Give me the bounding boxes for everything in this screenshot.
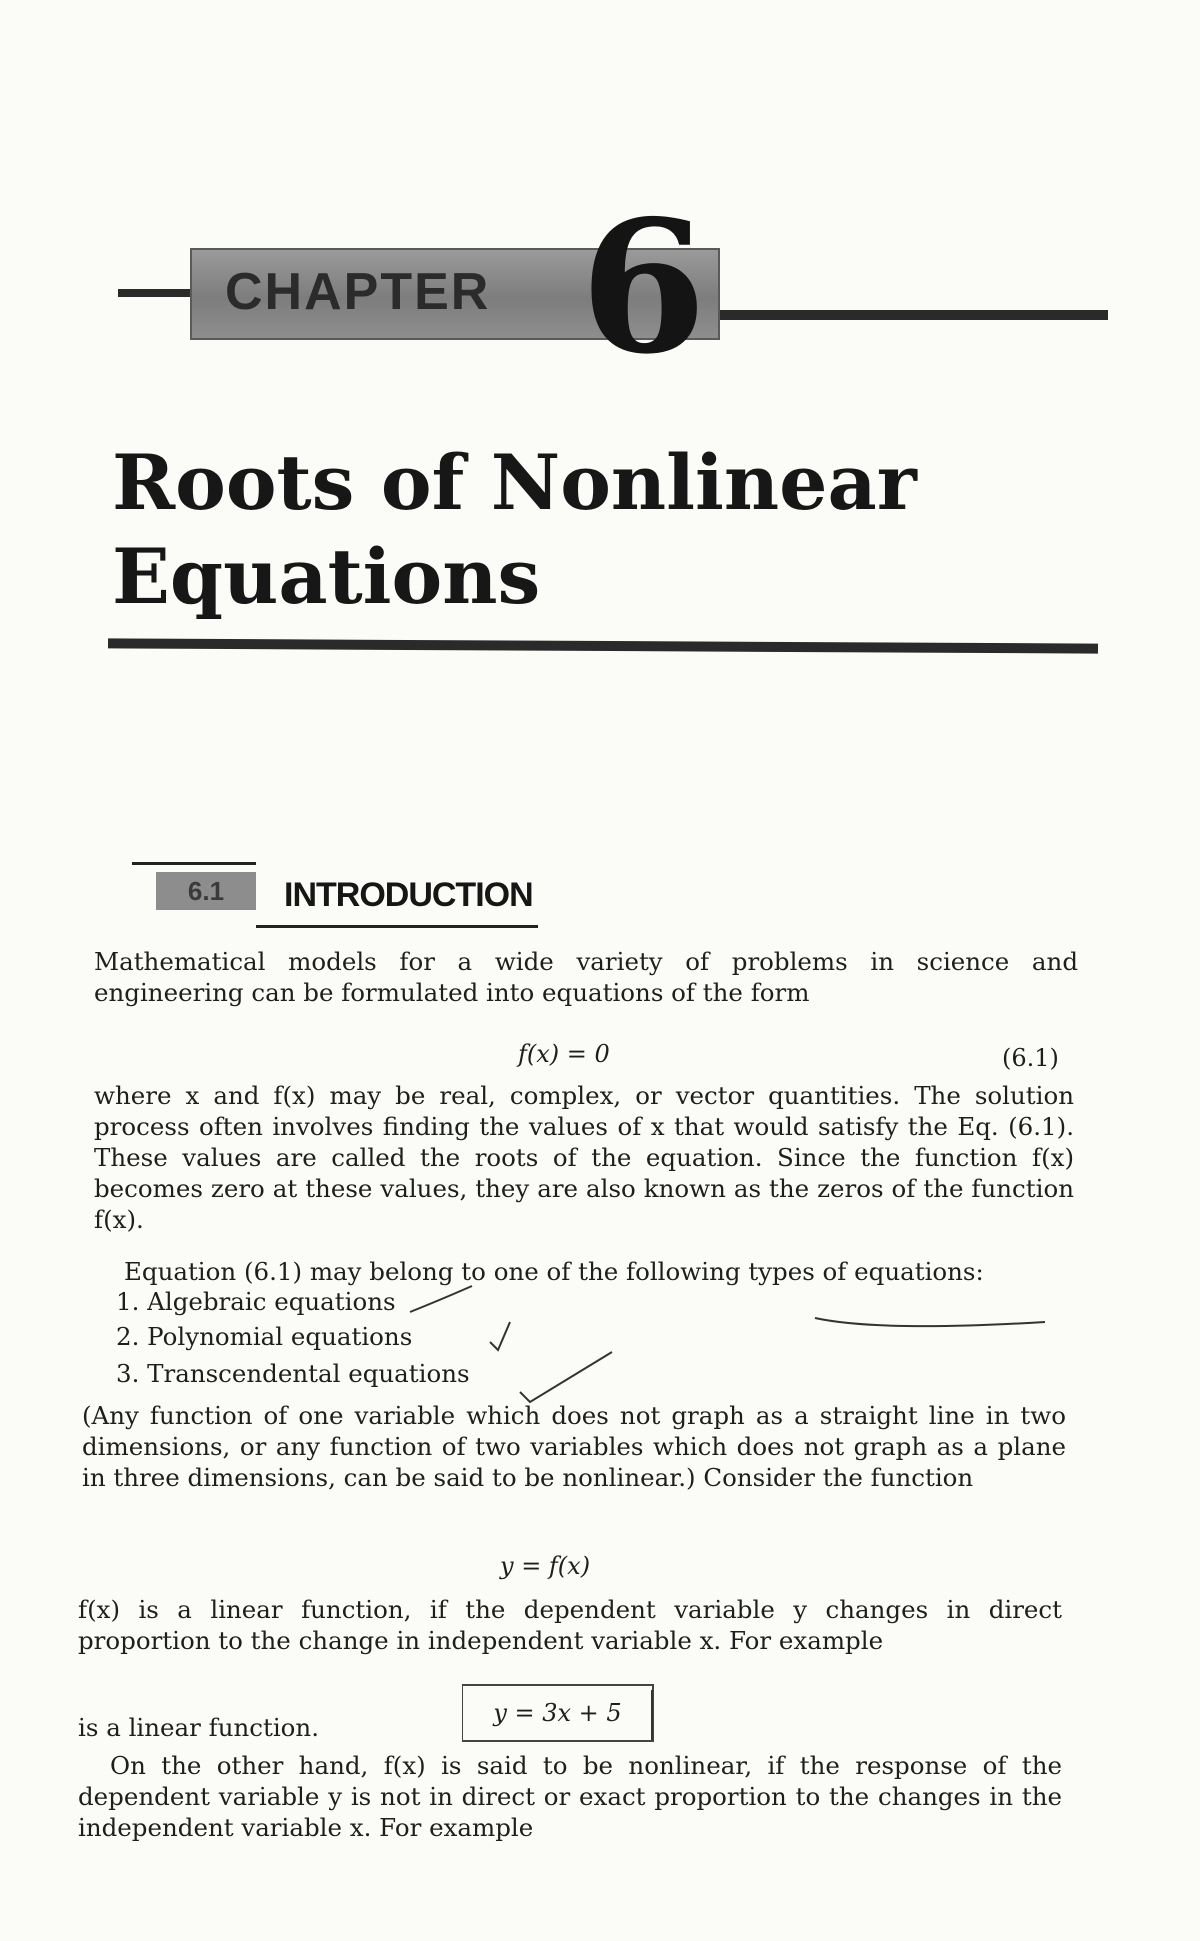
list-item: 1. Algebraic equations [116,1287,396,1316]
section-number: 6.1 [156,872,256,910]
paragraph-2: where x and f(x) may be real, complex, or vector quantities. The solution process often involves finding the values of x that would satisfy the Eq. (6.1). These values are called the roots of the equation. Since the function f(x) becomes zero at these values, they are also known as the zeros of the function f(x). [94,1081,1074,1234]
paragraph-7: On the other hand, f(x) is said to be nonlinear, if the response of the dependent variable y is not in direct or exact proportion to the changes in the independent variable x. For example [78,1751,1062,1842]
pen-stroke [410,1286,472,1312]
chapter-title-line-2: Equations [112,532,541,621]
paragraph-4: (Any function of one variable which does not graph as a straight line in two dimensions, or any function of two variables which does not graph as a plane in three dimensions, can be said to be nonlinear.) Consider the function [82,1401,1066,1492]
list-item: 3. Transcendental equations [116,1359,470,1388]
paragraph-1: Mathematical models for a wide variety of problems in science and engineering can be formulated into equations of the form [94,947,1078,1007]
chapter-title-line-1: Roots of Nonlinear [112,438,917,527]
list-item: 2. Polynomial equations [116,1322,413,1351]
example-equation-box: y = 3x + 5 [462,1684,654,1742]
section-title: INTRODUCTION [284,876,533,914]
check-mark-icon [490,1322,510,1350]
check-mark-icon [520,1352,612,1402]
paragraph-3: Equation (6.1) may belong to one of the following types of equations: [124,1257,984,1286]
chapter-label: CHAPTER [225,263,491,321]
paragraph-6: is a linear function. [78,1713,319,1742]
equation-y-fx: y = f(x) [500,1552,591,1580]
chapter-number: 6 [580,180,707,394]
equation-number: (6.1) [1002,1044,1059,1072]
paragraph-5: f(x) is a linear function, if the dependent variable y changes in direct proportion to the change in independent variable x. For example [78,1595,1062,1655]
pen-underline [815,1318,1045,1326]
equation-6-1: f(x) = 0 [518,1040,610,1068]
